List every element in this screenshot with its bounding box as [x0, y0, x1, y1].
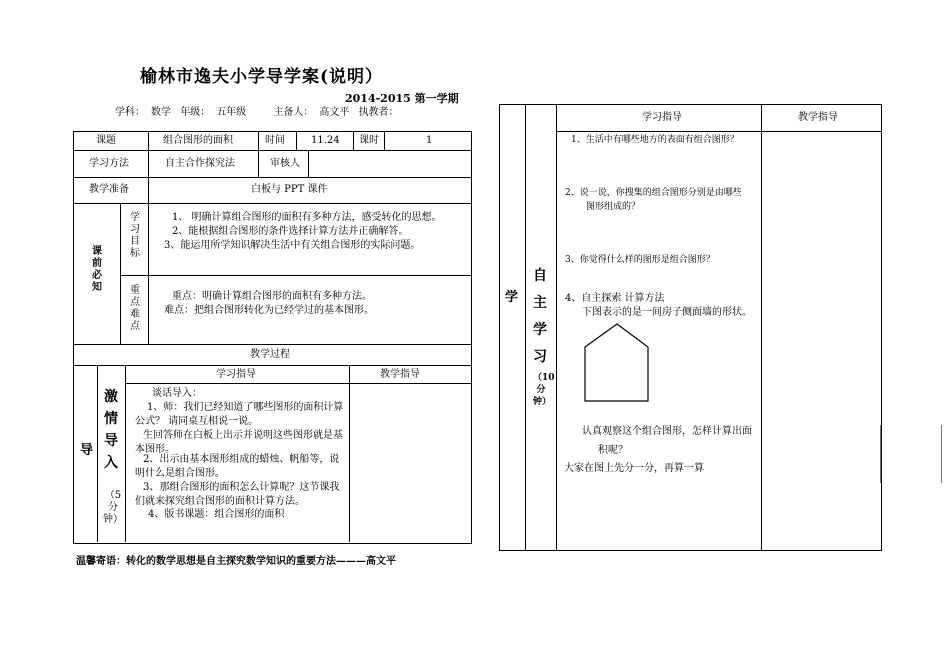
question-2a: 2、说一说，你搜集的组合图形分别是由哪些	[565, 188, 742, 198]
observe-line-b: 积呢？	[598, 445, 628, 456]
col-divider	[525, 104, 526, 550]
goal-line: 3、能运用所学知识解决生活中有关组合图形的实际问题。	[164, 240, 421, 251]
section-study-label: 学	[505, 290, 519, 305]
col-divider	[556, 104, 557, 550]
goals-label: 学习目标	[130, 212, 140, 259]
col-divider	[148, 203, 149, 344]
question-2b: 图形组成的？	[586, 202, 641, 212]
prep-label: 教学准备	[89, 184, 129, 195]
question-1: 1、生活中有哪些地方的表面有组合图形？	[571, 135, 739, 145]
footer-note: 温馨寄语：转化的数学思想是自主探究数学知识的重要方法———高文平	[76, 556, 396, 567]
self-study-time: （10分钟）	[533, 373, 555, 407]
preparer-label: 主备人：	[273, 107, 314, 118]
meta-line	[115, 103, 405, 118]
time-label: 时间	[265, 135, 285, 146]
intro-line: 3、那组合图形的面积怎么计算呢？这节课我们就来探究组合图形的面积计算方法。	[135, 482, 340, 507]
right-col-learning-header: 学习指导	[642, 112, 682, 123]
intro-line: 生回答师在白板上出示并说明这些图形就是基本图形。	[135, 430, 343, 455]
row-divider	[73, 177, 471, 178]
intro-label: 激情导入	[104, 389, 118, 471]
grade-value: 五年级	[216, 107, 247, 118]
question-4a: 4、自主探索 计算方法	[565, 293, 665, 304]
col-divider	[296, 131, 297, 150]
goal-line: 1、 明确计算组合图形的面积有多种方法，感受转化的思想。	[172, 212, 442, 223]
term-label: 2014-2015 第一学期	[345, 92, 459, 105]
key-label: 重点难点	[130, 285, 140, 332]
col-divider	[148, 177, 149, 203]
row-divider	[556, 131, 881, 132]
question-4b: 下图表示的是一间房子侧面墙的形状。	[582, 307, 752, 318]
question-3: 3、你觉得什么样的图形是组合图形？	[565, 255, 715, 265]
row-divider	[73, 150, 471, 151]
row-divider	[73, 344, 471, 345]
intro-line: 1、师：我们已经知道了哪些图形的面积计算公式？ 请同桌互相说一说。	[135, 402, 344, 427]
intro-line: 4、版书课题：组合图形的面积	[148, 509, 285, 520]
topic-label: 课题	[96, 135, 116, 146]
reviewer-label: 审核人	[270, 158, 300, 169]
grade-label: 年级：	[180, 107, 211, 118]
intro-line: 谈话导入：	[152, 388, 202, 399]
col-divider	[349, 365, 350, 542]
goal-line: 2、能根据组合图形的条件选择计算方法并正确解答。	[172, 226, 409, 237]
method-label: 学习方法	[89, 158, 129, 169]
intro-line: 2、出示由基本图形组成的蜡烛、帆船等，说明什么是组合图形。	[135, 454, 340, 479]
method-value: 自主合作探究法	[165, 158, 235, 169]
intro-time: （5分钟）	[103, 490, 123, 525]
pre-class-label: 课前必知	[92, 246, 102, 293]
right-col-teaching-header: 教学指导	[798, 112, 838, 123]
col-divider	[384, 131, 385, 150]
preparer-value: 高文平	[319, 107, 350, 118]
col-divider	[258, 131, 259, 177]
col-learning-header: 学习指导	[216, 369, 256, 380]
topic-value: 组合图形的面积	[163, 135, 233, 146]
col-divider	[125, 365, 126, 542]
row-divider	[73, 365, 471, 366]
edge-mark	[941, 425, 942, 483]
col-divider	[353, 131, 354, 150]
col-divider	[761, 104, 762, 550]
key-point: 重点：明确计算组合图形的面积有多种方法。	[172, 291, 372, 302]
edge-mark	[880, 425, 881, 483]
period-value: 1	[426, 135, 433, 146]
subject-value: 数学	[151, 107, 171, 118]
col-divider	[97, 365, 98, 542]
document-title: 榆林市逸夫小学导学案(说明）	[140, 67, 384, 87]
col-divider	[120, 203, 121, 344]
try-line: 大家在图上先分一分，再算一算	[564, 463, 704, 474]
process-title: 教学过程	[250, 349, 290, 360]
col-divider	[308, 150, 309, 177]
time-value: 11.24	[311, 135, 340, 146]
subject-label: 学科：	[115, 107, 145, 118]
prep-value: 白板与 PPT 课件	[251, 184, 328, 195]
row-divider	[125, 383, 471, 384]
section-guide-label: 导	[80, 443, 94, 458]
difficulty: 难点：把组合图形转化为已经学过的基本图形。	[164, 305, 374, 316]
period-label: 课时	[359, 135, 379, 146]
observe-line-a: 认真观察这个组合图形，怎样计算出面	[582, 426, 752, 437]
row-divider	[73, 203, 471, 204]
col-teaching-header: 教学指导	[380, 369, 420, 380]
row-divider	[120, 275, 471, 276]
executor-label: 执教者：	[358, 107, 399, 118]
self-study-label: 自主学习	[533, 268, 547, 365]
house-wall-figure	[584, 323, 650, 403]
col-divider	[148, 131, 149, 177]
